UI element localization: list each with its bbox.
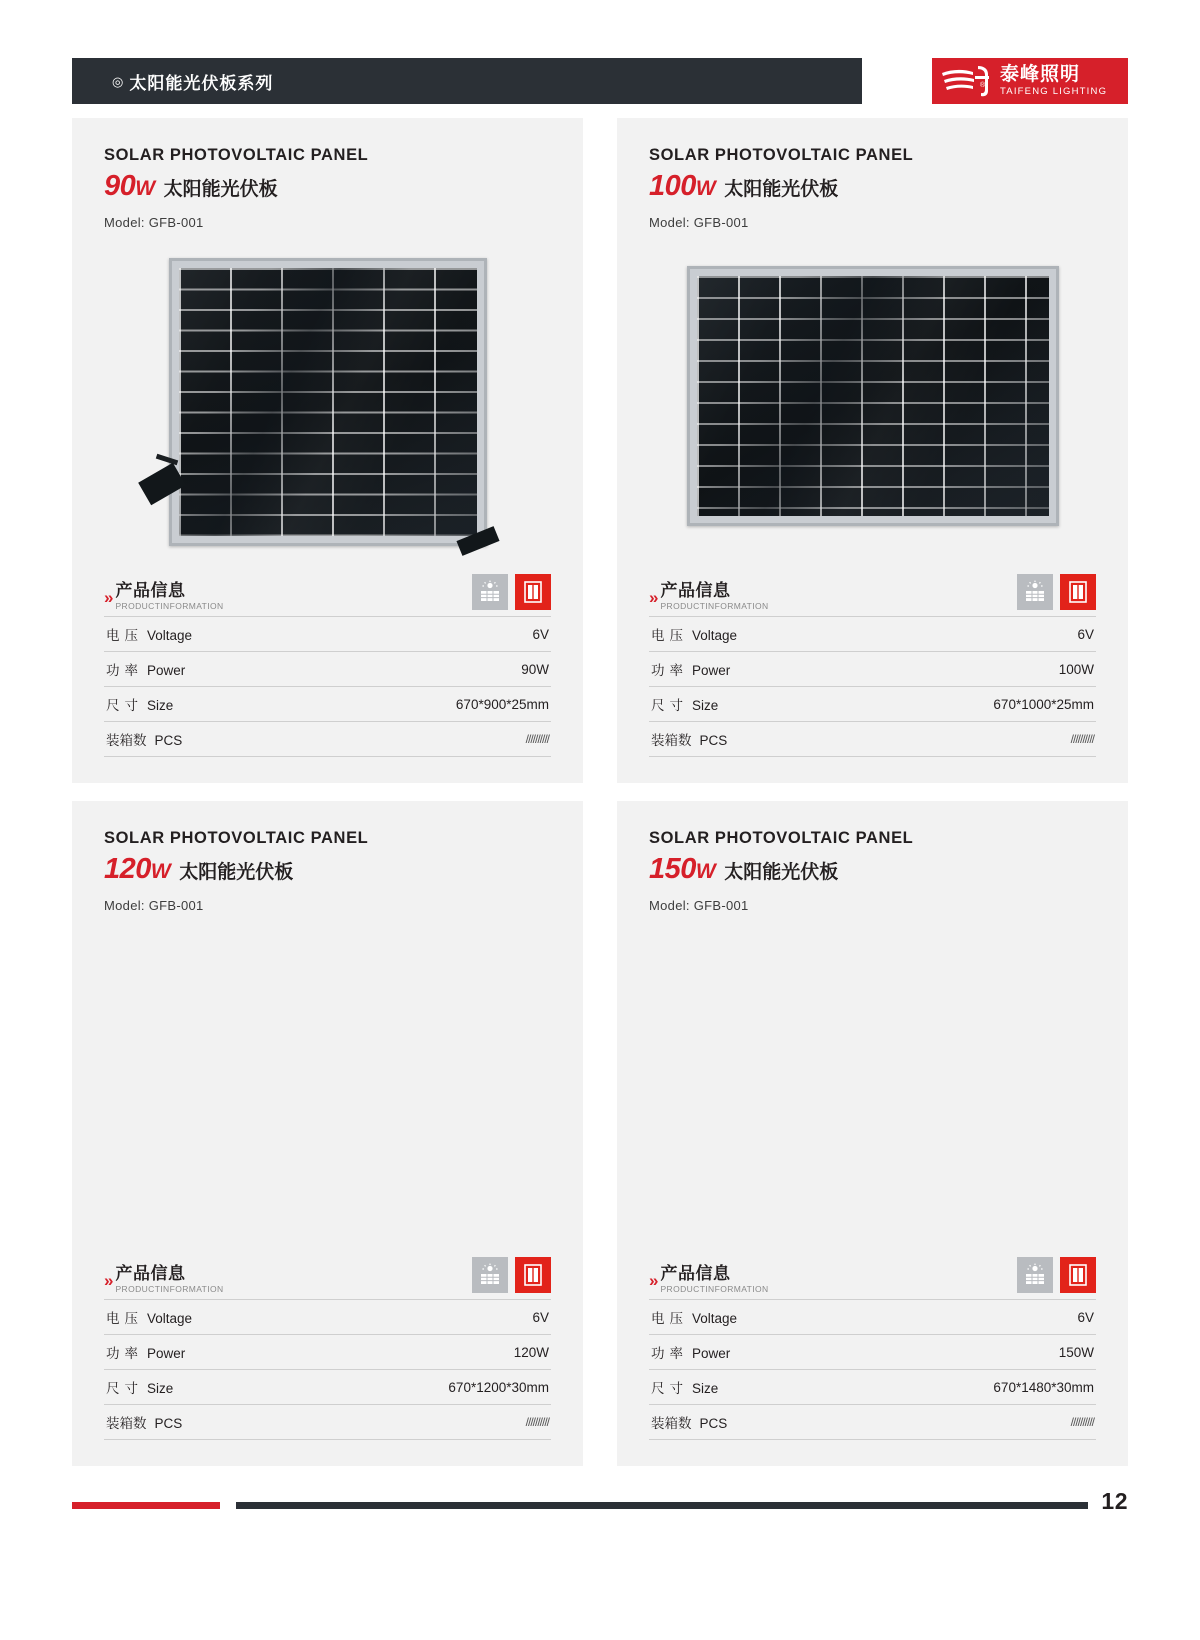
- spec-value-voltage: 6V: [856, 1300, 1096, 1335]
- spec-label-en: Power: [692, 1346, 731, 1361]
- spec-label-en: PCS: [154, 1416, 183, 1431]
- spec-table: [104, 1299, 551, 1440]
- table-row: [104, 1370, 551, 1405]
- spec-label-cn: 装箱数: [651, 733, 692, 748]
- spec-label-cn: 装箱数: [106, 733, 147, 748]
- spec-label-en: Size: [147, 698, 174, 713]
- spec-value-pcs: //////////: [856, 1405, 1096, 1440]
- footer-rule: [236, 1502, 1088, 1509]
- spec-label-en: Size: [147, 1381, 174, 1396]
- feature-badges: [1017, 574, 1096, 610]
- spec-label-en: Power: [147, 663, 186, 678]
- table-row: [104, 1405, 551, 1440]
- table-row: [104, 652, 551, 687]
- product-name-cn: 太阳能光伏板: [724, 179, 839, 200]
- spec-value-voltage: 6V: [319, 617, 551, 652]
- spec-value-power: 100W: [856, 652, 1096, 687]
- spec-label-cn: 功率: [651, 663, 688, 678]
- spec-label-cn: 功率: [651, 1346, 688, 1361]
- solar-panel-icon: [472, 1257, 508, 1293]
- spec-label-cn: 电压: [651, 628, 688, 643]
- spec-table: [104, 616, 551, 757]
- spec-label-en: PCS: [699, 1416, 728, 1431]
- brand-logo-text: [1000, 65, 1107, 97]
- product-information: [649, 1255, 1096, 1440]
- spec-value-pcs: //////////: [319, 722, 551, 757]
- spec-label-en: PCS: [154, 733, 183, 748]
- solar-panel-image: [169, 258, 487, 546]
- solar-panel-icon: [472, 574, 508, 610]
- product-wattage: 100W: [649, 170, 716, 202]
- window-icon: [1060, 1257, 1096, 1293]
- spec-label-cn: 装箱数: [106, 1416, 147, 1431]
- spec-label-cn: 装箱数: [651, 1416, 692, 1431]
- window-icon: [515, 1257, 551, 1293]
- spec-label-cn: 电压: [106, 1311, 143, 1326]
- table-row: [649, 1370, 1096, 1405]
- product-card: [617, 801, 1128, 1466]
- spec-label-cn: 尺寸: [651, 1381, 688, 1396]
- table-row: [649, 1300, 1096, 1335]
- table-row: [104, 617, 551, 652]
- product-title: [649, 855, 1096, 884]
- spec-label-cn: 尺寸: [106, 698, 143, 713]
- spec-value-voltage: 6V: [311, 1300, 551, 1335]
- brand-name-en: TAIFENG LIGHTING: [1000, 85, 1108, 97]
- info-title-cn: 产品信息: [115, 580, 186, 600]
- table-row: [649, 722, 1096, 757]
- product-wattage: 120W: [104, 853, 171, 885]
- product-model: Model: GFB-001: [104, 898, 204, 913]
- solar-panel-icon: [1017, 574, 1053, 610]
- product-card: [617, 118, 1128, 783]
- info-title-en: PRODUCTINFORMATION: [115, 1283, 224, 1294]
- spec-label-cn: 尺寸: [106, 1381, 143, 1396]
- table-row: [649, 687, 1096, 722]
- spec-label-cn: 电压: [651, 1311, 688, 1326]
- spec-label-en: Voltage: [147, 628, 193, 643]
- product-title: [104, 172, 551, 201]
- spec-label-en: Voltage: [147, 1311, 193, 1326]
- table-row: [104, 1300, 551, 1335]
- table-row: [649, 617, 1096, 652]
- chevron-right-icon: »: [649, 1271, 656, 1290]
- footer-accent-bar: [72, 1502, 220, 1509]
- info-title-en: PRODUCTINFORMATION: [115, 600, 224, 611]
- spec-value-size: 670*900*25mm: [319, 687, 551, 722]
- table-row: [104, 1335, 551, 1370]
- info-title-en: PRODUCTINFORMATION: [660, 600, 769, 611]
- product-wattage: 150W: [649, 853, 716, 885]
- product-photo: [104, 248, 551, 588]
- spec-label-en: Power: [147, 1346, 186, 1361]
- window-icon: [515, 574, 551, 610]
- product-title: [649, 172, 1096, 201]
- table-row: [649, 652, 1096, 687]
- header-title-bar: [72, 58, 862, 104]
- info-title-en: PRODUCTINFORMATION: [660, 1283, 769, 1294]
- spec-label-cn: 电压: [106, 628, 143, 643]
- product-name-cn: 太阳能光伏板: [163, 179, 278, 200]
- page-number: 12: [1101, 1488, 1128, 1514]
- spec-value-power: 120W: [311, 1335, 551, 1370]
- product-title: [104, 855, 551, 884]
- page-footer: [72, 1488, 1128, 1536]
- spec-value-power: 90W: [319, 652, 551, 687]
- table-row: [649, 1405, 1096, 1440]
- table-row: [104, 687, 551, 722]
- product-model: Model: GFB-001: [649, 898, 749, 913]
- product-wattage: 90W: [104, 170, 155, 202]
- spec-table: [649, 616, 1096, 757]
- info-title-cn: 产品信息: [115, 1263, 186, 1283]
- spec-label-en: Size: [692, 1381, 719, 1396]
- product-name-en: SOLAR PHOTOVOLTAIC PANEL: [104, 829, 369, 847]
- solar-panel-icon: [1017, 1257, 1053, 1293]
- product-information: [104, 572, 551, 757]
- product-name-en: SOLAR PHOTOVOLTAIC PANEL: [649, 146, 914, 164]
- info-title-cn: 产品信息: [660, 580, 731, 600]
- brand-logo: [932, 58, 1128, 104]
- spec-label-cn: 功率: [106, 1346, 143, 1361]
- spec-label-cn: 功率: [106, 663, 143, 678]
- header-title: 太阳能光伏板系列: [129, 73, 274, 93]
- product-information: [104, 1255, 551, 1440]
- product-card: [72, 801, 583, 1466]
- spec-table: [649, 1299, 1096, 1440]
- spec-label-cn: 尺寸: [651, 698, 688, 713]
- taifeng-logo-icon: [940, 64, 996, 98]
- chevron-right-icon: »: [104, 588, 111, 607]
- table-row: [104, 722, 551, 757]
- spec-label-en: Voltage: [692, 1311, 738, 1326]
- spec-label-en: Power: [692, 663, 731, 678]
- spec-value-size: 670*1480*30mm: [856, 1370, 1096, 1405]
- spec-value-size: 670*1200*30mm: [311, 1370, 551, 1405]
- header-bullet-icon: ◎: [112, 73, 124, 89]
- spec-label-en: Size: [692, 698, 719, 713]
- chevron-right-icon: »: [104, 1271, 111, 1290]
- brand-name-cn: 泰峰照明: [1000, 64, 1081, 86]
- product-model: Model: GFB-001: [104, 215, 204, 230]
- product-model: Model: GFB-001: [649, 215, 749, 230]
- product-information: [649, 572, 1096, 757]
- product-card: [72, 118, 583, 783]
- product-name-cn: 太阳能光伏板: [724, 862, 839, 883]
- info-title-cn: 产品信息: [660, 1263, 731, 1283]
- spec-value-size: 670*1000*25mm: [856, 687, 1096, 722]
- chevron-right-icon: »: [649, 588, 656, 607]
- feature-badges: [472, 574, 551, 610]
- table-row: [649, 1335, 1096, 1370]
- product-name-cn: 太阳能光伏板: [179, 862, 294, 883]
- spec-label-en: Voltage: [692, 628, 738, 643]
- spec-value-pcs: //////////: [856, 722, 1096, 757]
- feature-badges: [1017, 1257, 1096, 1293]
- spec-label-en: PCS: [699, 733, 728, 748]
- window-icon: [1060, 574, 1096, 610]
- spec-value-voltage: 6V: [856, 617, 1096, 652]
- spec-value-pcs: //////////: [311, 1405, 551, 1440]
- solar-panel-image: [687, 266, 1059, 526]
- spec-value-power: 150W: [856, 1335, 1096, 1370]
- product-photo: [649, 248, 1096, 588]
- registered-mark-icon: ®: [980, 82, 986, 89]
- product-name-en: SOLAR PHOTOVOLTAIC PANEL: [104, 146, 369, 164]
- page-header: [72, 58, 1128, 104]
- feature-badges: [472, 1257, 551, 1293]
- product-name-en: SOLAR PHOTOVOLTAIC PANEL: [649, 829, 914, 847]
